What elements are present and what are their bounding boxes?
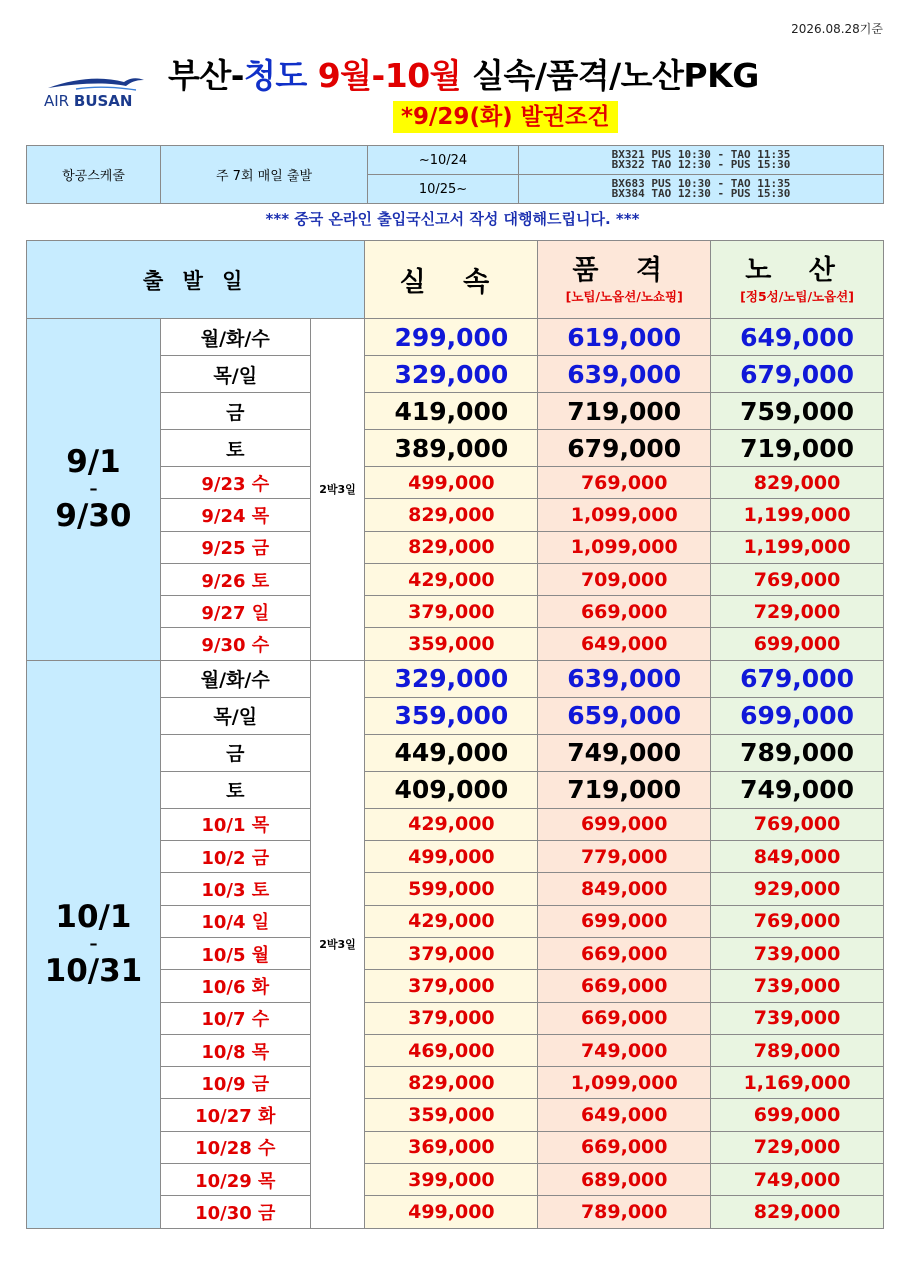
price-c1: 409,000 (365, 771, 538, 808)
departure-day: 10/8 목 (160, 1034, 310, 1066)
price-c3: 719,000 (711, 430, 884, 467)
departure-day: 9/23 수 (160, 467, 310, 499)
departure-day: 10/5 월 (160, 937, 310, 969)
price-table (26, 240, 884, 1229)
date-range (27, 660, 161, 1228)
header-silsok: 실 속 (365, 241, 538, 319)
price-c3: 769,000 (711, 563, 884, 595)
price-c2: 699,000 (538, 808, 711, 840)
price-c2: 669,000 (538, 937, 711, 969)
price-c1: 379,000 (365, 596, 538, 628)
departure-day: 10/1 목 (160, 808, 310, 840)
logo-text-air: AIR (44, 92, 70, 110)
price-c2: 669,000 (538, 1002, 711, 1034)
price-c3: 759,000 (711, 393, 884, 430)
price-c2: 719,000 (538, 771, 711, 808)
price-c2: 669,000 (538, 596, 711, 628)
date-range (27, 319, 161, 661)
title-qingdao: 청도 (243, 56, 307, 95)
bird-logo-icon (46, 74, 146, 94)
price-c3: 729,000 (711, 596, 884, 628)
departure-day: 10/6 화 (160, 970, 310, 1002)
air-busan-logo (40, 74, 152, 118)
price-c1: 379,000 (365, 970, 538, 1002)
departure-day: 10/9 금 (160, 1067, 310, 1099)
price-c2: 649,000 (538, 1099, 711, 1131)
trip-duration: 2박3일 (310, 319, 365, 661)
price-c3: 769,000 (711, 808, 884, 840)
price-c3: 769,000 (711, 905, 884, 937)
range-start: 10/1 (55, 899, 132, 936)
schedule-label: 항공스케줄 (27, 146, 161, 204)
price-c3: 1,199,000 (711, 531, 884, 563)
price-c3: 679,000 (711, 660, 884, 697)
price-row (27, 319, 884, 356)
price-row (27, 660, 884, 697)
price-c1: 499,000 (365, 841, 538, 873)
departure-day: 10/29 목 (160, 1164, 310, 1196)
range-end: 10/31 (44, 953, 143, 990)
page-title (168, 50, 888, 97)
departure-day: 금 (160, 734, 310, 771)
trip-duration: 2박3일 (310, 660, 365, 1228)
price-c3: 679,000 (711, 356, 884, 393)
range-dash: – (89, 934, 98, 954)
header-nosan-title: 노 산 (745, 254, 849, 286)
departure-day: 10/27 화 (160, 1099, 310, 1131)
price-c1: 599,000 (365, 873, 538, 905)
departure-day: 토 (160, 430, 310, 467)
price-c2: 779,000 (538, 841, 711, 873)
base-date: 2026.08.28기준 (791, 22, 883, 36)
departure-day: 토 (160, 771, 310, 808)
price-c1: 369,000 (365, 1131, 538, 1163)
price-c2: 709,000 (538, 563, 711, 595)
price-c3: 1,199,000 (711, 499, 884, 531)
price-c1: 389,000 (365, 430, 538, 467)
departure-day: 9/30 수 (160, 628, 310, 660)
departure-day: 금 (160, 393, 310, 430)
price-c3: 699,000 (711, 1099, 884, 1131)
price-c1: 359,000 (365, 628, 538, 660)
period-1-flights (519, 146, 884, 175)
header-nosan (711, 241, 884, 319)
price-c3: 739,000 (711, 970, 884, 1002)
price-c3: 929,000 (711, 873, 884, 905)
price-c2: 1,099,000 (538, 1067, 711, 1099)
price-c2: 769,000 (538, 467, 711, 499)
price-c2: 849,000 (538, 873, 711, 905)
price-c1: 329,000 (365, 660, 538, 697)
price-c3: 749,000 (711, 1164, 884, 1196)
range-end: 9/30 (55, 498, 132, 535)
price-c3: 1,169,000 (711, 1067, 884, 1099)
flight-out: BX321 PUS 10:30 - TAO 11:35 (611, 148, 791, 161)
price-c2: 669,000 (538, 1131, 711, 1163)
price-c2: 679,000 (538, 430, 711, 467)
price-c2: 689,000 (538, 1164, 711, 1196)
price-c1: 399,000 (365, 1164, 538, 1196)
price-c2: 639,000 (538, 356, 711, 393)
price-c1: 499,000 (365, 1196, 538, 1228)
logo-text-busan: BUSAN (73, 92, 133, 110)
departure-day: 목/일 (160, 697, 310, 734)
period-2-flights (519, 175, 884, 204)
price-c1: 429,000 (365, 808, 538, 840)
price-c2: 659,000 (538, 697, 711, 734)
price-c3: 739,000 (711, 1002, 884, 1034)
price-c1: 469,000 (365, 1034, 538, 1066)
range-dash: – (89, 479, 98, 499)
period-1: ~10/24 (368, 146, 519, 175)
price-c3: 699,000 (711, 628, 884, 660)
price-c2: 1,099,000 (538, 531, 711, 563)
header-nosan-sub: [정5성/노팁/노옵션] (740, 288, 854, 304)
departure-day: 10/2 금 (160, 841, 310, 873)
price-c2: 649,000 (538, 628, 711, 660)
ticketing-condition: *9/29(화) 발권조건 (393, 101, 618, 133)
price-c3: 849,000 (711, 841, 884, 873)
price-c3: 649,000 (711, 319, 884, 356)
period-2: 10/25~ (368, 175, 519, 204)
price-c3: 829,000 (711, 1196, 884, 1228)
price-c1: 499,000 (365, 467, 538, 499)
price-c1: 379,000 (365, 1002, 538, 1034)
price-c3: 789,000 (711, 1034, 884, 1066)
flight-back: BX322 TAO 12:30 - PUS 15:30 (611, 158, 791, 171)
price-c3: 739,000 (711, 937, 884, 969)
departure-day: 10/7 수 (160, 1002, 310, 1034)
range-start: 9/1 (66, 444, 121, 481)
departure-day: 10/30 금 (160, 1196, 310, 1228)
departure-day: 9/26 토 (160, 563, 310, 595)
price-c1: 429,000 (365, 905, 538, 937)
departure-day: 10/28 수 (160, 1131, 310, 1163)
price-c2: 1,099,000 (538, 499, 711, 531)
price-c3: 829,000 (711, 467, 884, 499)
price-c3: 749,000 (711, 771, 884, 808)
departure-day: 9/27 일 (160, 596, 310, 628)
title-months: 9월-10월 (317, 56, 462, 95)
price-c2: 719,000 (538, 393, 711, 430)
price-c2: 639,000 (538, 660, 711, 697)
departure-day: 10/4 일 (160, 905, 310, 937)
title-busan: 부산- (168, 56, 244, 95)
price-c1: 429,000 (365, 563, 538, 595)
departure-day: 10/3 토 (160, 873, 310, 905)
price-c2: 619,000 (538, 319, 711, 356)
price-c1: 449,000 (365, 734, 538, 771)
schedule-frequency: 주 7회 매일 출발 (161, 146, 368, 204)
flight-out: BX683 PUS 10:30 - TAO 11:35 (611, 177, 791, 190)
flight-back: BX384 TAO 12:30 - PUS 15:30 (611, 187, 791, 200)
price-c3: 789,000 (711, 734, 884, 771)
price-c3: 729,000 (711, 1131, 884, 1163)
header-pumgyeok (538, 241, 711, 319)
departure-day: 월/화/수 (160, 660, 310, 697)
price-c2: 749,000 (538, 1034, 711, 1066)
header-pumgyeok-sub: [노팁/노옵션/노쇼핑] (565, 288, 683, 304)
flight-schedule-table (26, 145, 884, 204)
notice-text: *** 중국 온라인 출입국신고서 작성 대행해드립니다. *** (265, 210, 640, 228)
departure-day: 9/25 금 (160, 531, 310, 563)
price-c1: 419,000 (365, 393, 538, 430)
header-departure: 출 발 일 (27, 241, 365, 319)
price-c1: 359,000 (365, 1099, 538, 1131)
price-c1: 829,000 (365, 1067, 538, 1099)
price-c1: 379,000 (365, 937, 538, 969)
price-c3: 699,000 (711, 697, 884, 734)
price-c2: 669,000 (538, 970, 711, 1002)
price-c2: 749,000 (538, 734, 711, 771)
price-c2: 789,000 (538, 1196, 711, 1228)
price-c1: 299,000 (365, 319, 538, 356)
price-c1: 829,000 (365, 531, 538, 563)
price-c2: 699,000 (538, 905, 711, 937)
price-c1: 829,000 (365, 499, 538, 531)
departure-day: 월/화/수 (160, 319, 310, 356)
price-c1: 359,000 (365, 697, 538, 734)
header-pumgyeok-title: 품 격 (572, 254, 676, 286)
price-c1: 329,000 (365, 356, 538, 393)
title-packages: 실속/품격/노산PKG (472, 56, 759, 95)
departure-day: 목/일 (160, 356, 310, 393)
departure-day: 9/24 목 (160, 499, 310, 531)
